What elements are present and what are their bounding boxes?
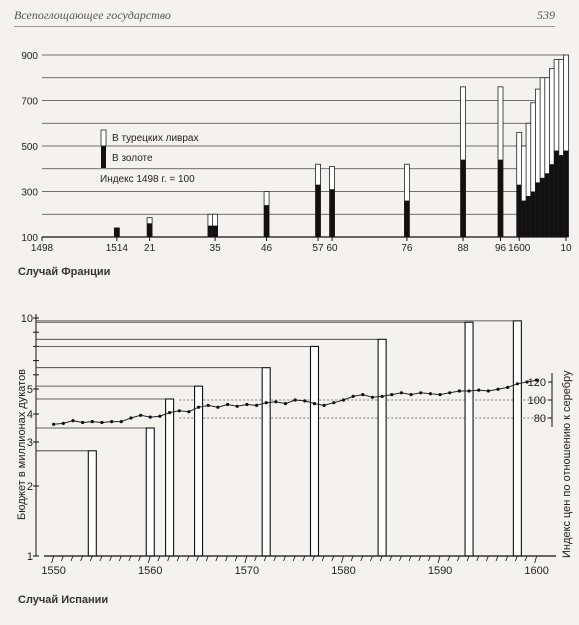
- spain-x-minor-tick: [110, 556, 112, 561]
- spain-x-tick-label: 1600: [524, 565, 549, 577]
- spain-price-point: [332, 401, 335, 404]
- spain-x-minor-tick: [119, 556, 121, 561]
- spain-price-point: [62, 422, 65, 425]
- france-x-tick-label: 46: [261, 243, 273, 254]
- spain-x-tick-label: 1550: [41, 565, 66, 577]
- spain-x-minor-tick: [322, 556, 324, 561]
- spain-x-minor-tick: [428, 556, 430, 561]
- spain-budget-bar: [166, 399, 174, 556]
- france-x-tick-label: 1514: [105, 243, 128, 254]
- spain-chart: [0, 300, 579, 590]
- spain-x-minor-tick: [351, 556, 353, 561]
- spain-price-point: [120, 420, 123, 423]
- france-x-tick-label: 88: [457, 243, 469, 254]
- spain-x-minor-tick: [61, 556, 63, 561]
- france-bar-gold: [208, 226, 213, 237]
- spain-x-minor-tick: [216, 556, 218, 561]
- spain-price-point: [477, 389, 480, 392]
- spain-price-point: [91, 420, 94, 423]
- spain-price-point: [448, 391, 451, 394]
- spain-right-axis-title: Индекс цен по отношению к серебру: [561, 370, 573, 558]
- spain-price-point: [429, 392, 432, 395]
- spain-x-major-tick: [148, 556, 150, 563]
- spain-price-point: [361, 393, 364, 396]
- spain-x-minor-tick: [274, 556, 276, 561]
- spain-x-minor-tick: [100, 556, 102, 561]
- spain-price-point: [294, 398, 297, 401]
- spain-x-minor-tick: [81, 556, 83, 561]
- france-bar-gold: [526, 196, 531, 237]
- spain-budget-bar: [378, 339, 386, 556]
- spain-price-point: [129, 416, 132, 419]
- spain-x-minor-tick: [361, 556, 363, 561]
- spain-x-minor-tick: [506, 556, 508, 561]
- france-x-tick-label: 35: [209, 243, 221, 254]
- spain-y-tick-label: 10: [20, 313, 33, 325]
- spain-y2-tick-label: 100: [527, 395, 546, 407]
- spain-x-minor-tick: [226, 556, 228, 561]
- spain-y-tick-label: 3: [26, 437, 33, 449]
- spain-price-point: [458, 389, 461, 392]
- spain-budget-bar: [310, 346, 318, 556]
- spain-price-point: [245, 403, 248, 406]
- spain-y2-tick-label: 120: [527, 377, 546, 389]
- spain-y-tick-label: 1: [26, 551, 33, 563]
- spain-budget-bar: [146, 428, 154, 556]
- spain-x-tick-label: 1560: [138, 565, 163, 577]
- spain-price-point: [226, 403, 229, 406]
- france-y-tick-label: 100: [21, 233, 38, 244]
- france-x-tick-label: 57: [312, 243, 324, 254]
- spain-x-minor-tick: [139, 556, 141, 561]
- france-bar-gold: [535, 182, 540, 237]
- spain-x-minor-tick: [419, 556, 421, 561]
- spain-x-tick-label: 1580: [331, 565, 356, 577]
- page-header: [14, 8, 555, 27]
- spain-price-point: [110, 420, 113, 423]
- spain-price-point: [467, 389, 470, 392]
- spain-x-major-tick: [245, 556, 247, 563]
- france-y-tick-label: 700: [21, 96, 38, 108]
- france-x-tick-label: 1600: [508, 243, 531, 254]
- spain-y2-tick-label: 80: [533, 413, 546, 425]
- france-bar-gold: [545, 173, 550, 237]
- legend-swatch-livres: [101, 130, 106, 146]
- france-bar-gold: [540, 178, 545, 237]
- france-bar-gold: [213, 226, 218, 237]
- france-bar-gold: [330, 189, 335, 237]
- france-bar-gold: [559, 155, 564, 237]
- spain-price-point: [303, 399, 306, 402]
- france-bar-gold: [554, 151, 559, 237]
- spain-x-minor-tick: [399, 556, 401, 561]
- spain-x-minor-tick: [457, 556, 459, 561]
- spain-y-tick-label: 2: [26, 481, 33, 493]
- legend-label-livres: В турецких ливрах: [112, 133, 199, 144]
- france-x-tick-label: 96: [494, 243, 507, 254]
- spain-x-minor-tick: [168, 556, 170, 561]
- spain-x-minor-tick: [390, 556, 392, 561]
- spain-x-minor-tick: [264, 556, 266, 561]
- spain-price-point: [81, 421, 84, 424]
- france-x-tick-label: 10: [560, 243, 572, 254]
- spain-x-major-tick: [438, 556, 440, 563]
- france-bar-gold: [264, 205, 269, 237]
- france-chart: [0, 30, 579, 265]
- france-y-tick-label: 300: [21, 187, 38, 199]
- spain-price-point: [506, 386, 509, 389]
- spain-x-minor-tick: [303, 556, 305, 561]
- spain-x-minor-tick: [177, 556, 179, 561]
- spain-x-minor-tick: [284, 556, 286, 561]
- spain-x-minor-tick: [255, 556, 257, 561]
- spain-price-point: [197, 406, 200, 409]
- spain-budget-bar: [262, 368, 270, 556]
- spain-price-point: [400, 391, 403, 394]
- spain-x-major-tick: [52, 556, 54, 563]
- legend-label-gold: В золоте: [112, 153, 153, 164]
- spain-price-point: [139, 414, 142, 417]
- france-bar-gold: [531, 192, 536, 238]
- spain-x-minor-tick: [206, 556, 208, 561]
- spain-x-minor-tick: [380, 556, 382, 561]
- spain-x-minor-tick: [409, 556, 411, 561]
- spain-x-minor-tick: [486, 556, 488, 561]
- france-bar-gold: [316, 185, 321, 237]
- spain-x-minor-tick: [332, 556, 334, 561]
- spain-price-point: [352, 395, 355, 398]
- spain-budget-bar: [513, 321, 521, 556]
- spain-price-point: [178, 409, 181, 412]
- spain-x-major-tick: [341, 556, 343, 563]
- france-y-tick-label: 900: [21, 51, 38, 62]
- france-bar-gold: [147, 223, 152, 237]
- spain-price-point: [313, 402, 316, 405]
- spain-x-minor-tick: [312, 556, 314, 561]
- spain-x-minor-tick: [370, 556, 372, 561]
- spain-price-point: [168, 411, 171, 414]
- spain-price-point: [516, 382, 519, 385]
- france-bar-gold: [498, 160, 503, 237]
- france-y-tick-label: 500: [21, 142, 38, 153]
- france-bar-gold: [564, 151, 569, 237]
- spain-price-point: [255, 404, 258, 407]
- france-bar-gold: [114, 228, 119, 237]
- spain-y-tick-label: 4: [26, 409, 33, 421]
- france-bar-gold: [404, 201, 409, 237]
- spain-price-point: [52, 423, 55, 426]
- spain-price-point: [236, 405, 239, 408]
- spain-x-minor-tick: [90, 556, 92, 561]
- spain-x-minor-tick: [158, 556, 160, 561]
- spain-price-point: [419, 391, 422, 394]
- spain-x-minor-tick: [129, 556, 131, 561]
- spain-price-point: [487, 389, 490, 392]
- spain-price-point: [284, 402, 287, 405]
- spain-x-minor-tick: [467, 556, 469, 561]
- spain-caption: Случай Испании: [18, 594, 109, 606]
- spain-price-point: [390, 393, 393, 396]
- france-index-note: Индекс 1498 г. = 100: [100, 174, 195, 185]
- spain-price-point: [265, 401, 268, 404]
- spain-left-axis-title: Бюджет в миллионах дукатов: [16, 368, 28, 520]
- spain-price-point: [274, 400, 277, 403]
- france-bar-gold: [521, 201, 526, 237]
- spain-budget-bar: [465, 322, 473, 556]
- spain-price-point: [496, 388, 499, 391]
- spain-budget-bar: [88, 451, 96, 556]
- spain-price-point: [216, 406, 219, 409]
- spain-x-minor-tick: [448, 556, 450, 561]
- france-x-tick-label: 76: [401, 243, 413, 254]
- spain-x-minor-tick: [235, 556, 237, 561]
- france-bar-gold: [549, 164, 554, 237]
- france-x-tick-label: 1498: [30, 243, 54, 254]
- spain-price-point: [381, 395, 384, 398]
- france-x-tick-label: 21: [144, 243, 156, 254]
- france-x-tick-label: 60: [326, 243, 338, 254]
- spain-price-point: [438, 393, 441, 396]
- running-title: Всепоглощающее государство: [14, 8, 171, 22]
- spain-price-point: [371, 396, 374, 399]
- spain-price-point: [342, 398, 345, 401]
- spain-x-minor-tick: [525, 556, 527, 561]
- spain-x-minor-tick: [477, 556, 479, 561]
- spain-price-point: [187, 410, 190, 413]
- page-number: 539: [537, 8, 555, 22]
- france-caption: Случай Франции: [18, 266, 111, 278]
- spain-price-point: [409, 393, 412, 396]
- spain-budget-bar: [195, 386, 203, 556]
- france-bar-gold: [461, 160, 466, 237]
- spain-x-minor-tick: [187, 556, 189, 561]
- spain-x-minor-tick: [496, 556, 498, 561]
- spain-price-point: [149, 416, 152, 419]
- spain-price-point: [207, 404, 210, 407]
- spain-x-minor-tick: [515, 556, 517, 561]
- spain-x-tick-label: 1570: [234, 565, 260, 577]
- spain-x-minor-tick: [293, 556, 295, 561]
- legend-swatch-gold: [101, 146, 106, 168]
- spain-price-point: [71, 419, 74, 422]
- spain-price-point: [100, 421, 103, 424]
- spain-y-tick-label: 5: [26, 384, 33, 396]
- spain-x-major-tick: [535, 556, 537, 563]
- france-bar-gold: [517, 185, 522, 237]
- spain-price-point: [158, 415, 161, 418]
- spain-x-minor-tick: [71, 556, 73, 561]
- spain-x-minor-tick: [197, 556, 199, 561]
- spain-x-tick-label: 1590: [427, 565, 453, 577]
- spain-price-point: [323, 404, 326, 407]
